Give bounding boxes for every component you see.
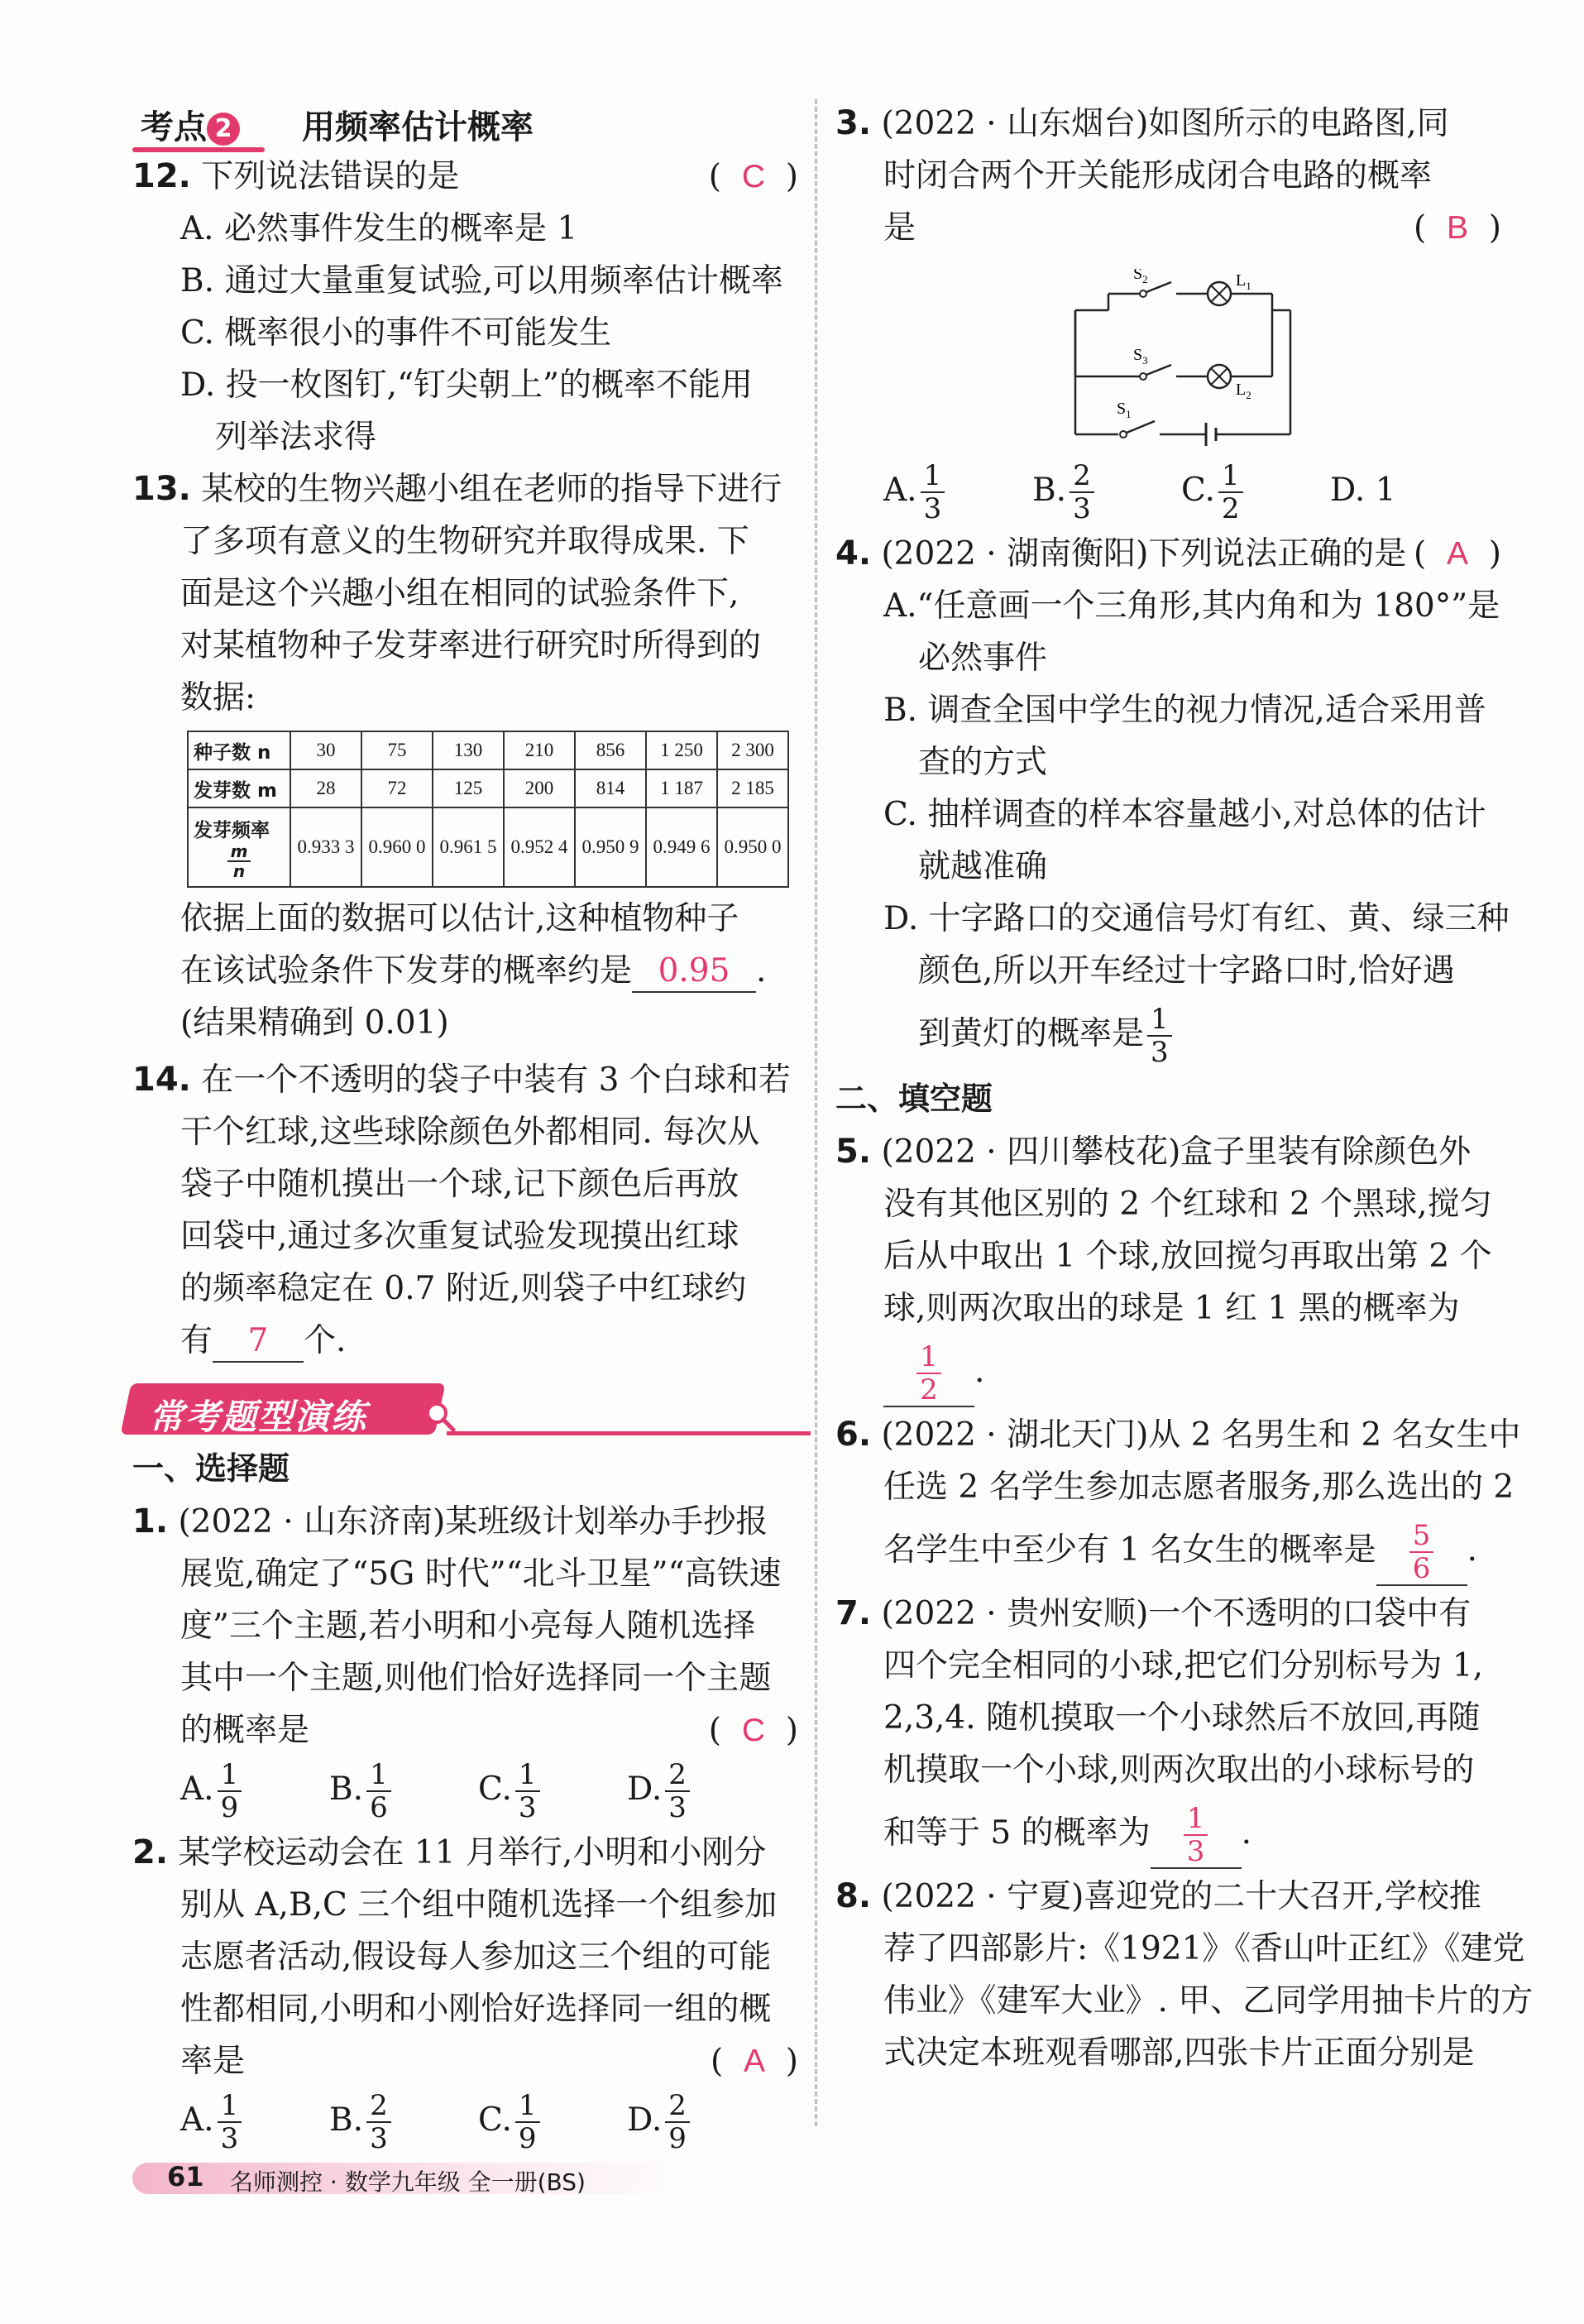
question-text: 式决定本班观看哪部,四张卡片正面分别是: [883, 2034, 1475, 2072]
option-a: A.“任意画一个三角形,其内角和为 180°”是: [883, 587, 1500, 625]
label-s1: $S_1$: [1117, 400, 1132, 420]
question-4: [835, 528, 1510, 1071]
question-text: (2022 · 山东烟台)如图所示的电路图,同: [881, 105, 1449, 142]
question-number: 7.: [835, 1594, 872, 1632]
kaodian-header: [132, 98, 798, 151]
table-cell: 30: [290, 731, 361, 769]
germination-table: [187, 731, 789, 888]
option-letter: B.: [1032, 472, 1067, 509]
period: .: [756, 952, 767, 989]
section-heading: 一、选择题: [132, 1450, 290, 1487]
denominator: 3: [370, 2122, 388, 2155]
numerator: 1: [916, 1341, 941, 1374]
numerator: 2: [1070, 460, 1094, 493]
option-letter: B.: [329, 2101, 364, 2139]
question-text: 四个完全相同的小球,把它们分别标号为 1,: [883, 1647, 1484, 1684]
question-text: 对某植物种子发芽率进行研究时所得到的: [180, 627, 762, 664]
question-text: 下列说法错误的是: [201, 158, 460, 195]
option-d: D. 十字路口的交通信号灯有红、黄、绿三种: [883, 900, 1510, 937]
row-label: 发芽数 m: [188, 769, 290, 807]
table-cell: 125: [433, 769, 504, 807]
question-text: 数据:: [180, 679, 256, 716]
table-cell: 814: [575, 769, 646, 807]
answer-bracket: ( B ): [1413, 209, 1501, 247]
denominator: 3: [518, 1791, 537, 1824]
question-text: 机摸取一个小球,则两次取出的小球标号的: [883, 1751, 1475, 1789]
table-cell: 2 300: [717, 731, 788, 769]
fraction: [1147, 1004, 1172, 1068]
answer-blank: 7: [213, 1321, 304, 1363]
question-1: [132, 1496, 798, 1823]
fraction: [218, 1759, 242, 1823]
answer-choice: B: [1446, 210, 1468, 246]
option-a: A. 必然事件发生的概率是 1: [180, 210, 578, 247]
table-cell: 210: [504, 731, 575, 769]
question-text: 依据上面的数据可以估计,这种植物种子: [180, 900, 739, 937]
option-row: [835, 458, 1501, 525]
question-note: (结果精确到 0.01): [180, 1004, 449, 1042]
question-text: 球,则两次取出的球是 1 红 1 黑的概率为: [883, 1290, 1460, 1327]
kaodian-number: 2: [207, 113, 240, 146]
denominator: 6: [1412, 1552, 1431, 1585]
question-number: 13.: [132, 470, 191, 508]
table-cell: 856: [575, 731, 646, 769]
numerator: 1: [218, 1759, 242, 1792]
denominator: 9: [518, 2122, 537, 2155]
table-cell: 200: [504, 769, 575, 807]
option-letter: C.: [478, 1771, 512, 1808]
question-text: 某学校运动会在 11 月举行,小明和小刚分: [178, 1834, 767, 1871]
question-text: 面是这个兴趣小组在相同的试验条件下,: [180, 575, 739, 612]
table-cell: 130: [433, 731, 504, 769]
section-heading: 二、填空题: [835, 1081, 993, 1117]
question-text: 后从中取出 1 个球,放回搅匀再取出第 2 个: [883, 1238, 1492, 1275]
question-text: 任选 2 名学生参加志愿者服务,那么选出的 2: [883, 1469, 1515, 1506]
kaodian-tag: 考点: [141, 108, 207, 146]
answer-choice: C: [741, 159, 765, 194]
question-text: 荐了四部影片:《1921》《香山叶正红》《建党: [883, 1930, 1525, 1967]
fraction: [921, 460, 945, 525]
table-cell: 0.952 4: [504, 807, 575, 887]
denominator: 3: [1073, 492, 1091, 525]
fraction: [1070, 460, 1094, 525]
option-b: [329, 1756, 478, 1823]
numerator: 1: [921, 460, 945, 493]
denominator: 3: [1151, 1036, 1169, 1069]
question-text: 别从 A,B,C 三个组中随机选择一个组参加: [180, 1886, 778, 1924]
banner-title: 常考题型演练: [149, 1397, 368, 1437]
practice-banner: [132, 1375, 798, 1441]
numerator: 2: [665, 2090, 690, 2123]
option-b: [329, 2087, 478, 2154]
kaodian-title: 用频率估计概率: [302, 108, 534, 146]
option-letter: C.: [1181, 472, 1215, 509]
question-text: 有: [180, 1322, 213, 1359]
numerator: 1: [366, 1759, 391, 1792]
column-divider: [815, 99, 817, 2126]
option-b: B. 调查全国中学生的视力情况,适合采用普: [883, 692, 1486, 729]
question-text: (2022 · 贵州安顺)一个不透明的口袋中有: [881, 1595, 1472, 1632]
option-d: [627, 1756, 776, 1823]
question-text: 其中一个主题,则他们恰好选择同一个主题: [180, 1660, 772, 1697]
question-text: (2022 · 宁夏)喜迎党的二十大召开,学校推: [881, 1878, 1481, 1915]
question-text: 名学生中至少有 1 名女生的概率是: [883, 1531, 1376, 1569]
table-cell: 1 187: [646, 769, 717, 807]
question-12: [132, 151, 798, 463]
label-s2: $S_2$: [1133, 269, 1148, 285]
option-letter: B.: [329, 1771, 364, 1808]
fraction: [227, 842, 251, 880]
answer-bracket: ( C ): [708, 1712, 798, 1749]
period: .: [1241, 1814, 1252, 1852]
answer-choice: A: [743, 2044, 765, 2079]
numerator: 1: [218, 2090, 242, 2123]
table-cell: 0.949 6: [646, 807, 717, 887]
denominator: 3: [220, 2122, 239, 2155]
option-a: [180, 2087, 329, 2154]
table-cell: 0.933 3: [290, 807, 361, 887]
table-cell: 1 250: [646, 731, 717, 769]
option-d: D. 投一枚图钉,“钉尖朝上”的概率不能用: [180, 367, 753, 404]
denominator: 2: [1221, 492, 1240, 525]
answer-choice: A: [1446, 536, 1468, 572]
question-text: 性都相同,小明和小刚恰好选择同一组的概: [180, 1991, 772, 2028]
fraction: [366, 1759, 391, 1823]
question-number: 3.: [835, 104, 872, 142]
option-a: [180, 1756, 329, 1823]
question-text: 了多项有意义的生物研究并取得成果. 下: [180, 523, 749, 560]
question-number: 5.: [835, 1133, 872, 1171]
option-b: [1032, 458, 1181, 525]
denominator: 9: [668, 2122, 687, 2155]
row-label: 种子数 n: [188, 731, 290, 769]
question-text: 个.: [304, 1322, 347, 1359]
page-footer: [132, 2158, 678, 2197]
fraction: [665, 1759, 690, 1823]
numerator: 1: [515, 1759, 540, 1792]
option-a: [883, 458, 1032, 525]
numerator: m: [227, 842, 251, 862]
question-text: 和等于 5 的概率为: [883, 1814, 1151, 1852]
answer-blank: 0.95: [632, 951, 756, 993]
answer-fraction: [916, 1341, 941, 1406]
right-column: [835, 98, 1534, 2079]
question-number: 4.: [835, 534, 872, 573]
fraction: [515, 1759, 540, 1823]
question-text: 时闭合两个开关能形成闭合电路的概率: [883, 157, 1433, 194]
question-7: [835, 1588, 1501, 1871]
question-text: 的概率是: [180, 1712, 310, 1749]
question-text: 率是: [180, 2043, 246, 2080]
option-c: C. 概率很小的事件不可能发生: [180, 314, 612, 352]
denominator: 6: [370, 1791, 388, 1824]
option-letter: C.: [478, 2101, 512, 2139]
option-d: [1330, 458, 1479, 525]
table-cell: 28: [290, 769, 361, 807]
option-d-cont: 到黄灯的概率是: [918, 1015, 1145, 1052]
question-text: (2022 · 四川攀枝花)盒子里装有除颜色外: [881, 1133, 1472, 1171]
book-title: 名师测控 · 数学九年级 全一册(BS): [230, 2168, 586, 2196]
option-letter: D.: [627, 1771, 663, 1808]
question-number: 14.: [132, 1061, 191, 1099]
answer-bracket: ( A ): [710, 2043, 798, 2080]
table-cell: 0.950 9: [575, 807, 646, 887]
table-cell: 0.960 0: [361, 807, 433, 887]
question-text: 袋子中随机摸出一个球,记下颜色后再放: [180, 1166, 739, 1203]
question-3: [835, 98, 1501, 525]
page-number: 61: [167, 2161, 204, 2192]
answer-choice: C: [741, 1713, 765, 1748]
table-row: [188, 807, 788, 887]
row-label-text: 发芽频率: [194, 819, 270, 841]
table-cell: 2 185: [717, 769, 788, 807]
question-2: [132, 1827, 798, 2154]
option-c: [1181, 458, 1330, 525]
option-row: [132, 1756, 798, 1823]
numerator: 2: [366, 2090, 391, 2123]
answer-blank: [1376, 1520, 1467, 1586]
table-row: [188, 731, 788, 769]
option-row: [132, 2087, 798, 2154]
fraction: [1218, 460, 1243, 525]
question-text: (2022 · 山东济南)某班级计划举办手抄报: [178, 1503, 768, 1541]
question-text: 2,3,4. 随机摸取一个小球然后不放回,再随: [883, 1699, 1481, 1737]
option-a-cont: 必然事件: [918, 640, 1048, 677]
numerator: 1: [1218, 460, 1243, 493]
question-text: 在该试验条件下发芽的概率约是: [180, 952, 633, 989]
denominator: 2: [920, 1373, 938, 1406]
period: .: [974, 1353, 985, 1390]
answer-bracket: ( A ): [1413, 535, 1501, 573]
question-text: 干个红球,这些球除颜色外都相同. 每次从: [180, 1114, 760, 1151]
question-text: (2022 · 湖南衡阳)下列说法正确的是: [881, 535, 1407, 573]
question-text: 某校的生物兴趣小组在老师的指导下进行: [201, 471, 782, 508]
option-letter: A.: [883, 472, 917, 509]
question-text: 在一个不透明的袋子中装有 3 个白球和若: [201, 1061, 791, 1099]
question-text: 回袋中,通过多次重复试验发现摸出红球: [180, 1218, 739, 1255]
question-text: 是: [883, 209, 916, 247]
option-letter: D.: [627, 2101, 663, 2139]
option-letter: A.: [180, 2101, 214, 2139]
question-number: 12.: [132, 157, 191, 195]
option-d: [627, 2087, 776, 2154]
answer-blank: [1151, 1803, 1242, 1869]
question-text: 展览,确定了“5G 时代”“北斗卫星”“高铁速: [180, 1555, 782, 1593]
question-text: 伟业》《建军大业》. 甲、乙同学用抽卡片的方: [883, 1982, 1534, 2020]
label-l2: $L_2$: [1236, 381, 1251, 401]
question-5: [835, 1126, 1501, 1409]
table-row: [188, 769, 788, 807]
label-l1: $L_1$: [1236, 271, 1251, 292]
table-cell: 0.961 5: [433, 807, 504, 887]
option-c: [478, 1756, 627, 1823]
table-cell: 72: [361, 769, 433, 807]
option-b: B. 通过大量重复试验,可以用频率估计概率: [180, 262, 783, 299]
question-8: [835, 1871, 1534, 2079]
numerator: 5: [1409, 1520, 1434, 1553]
question-14: [132, 1054, 798, 1367]
magnifier-icon: [424, 1400, 457, 1433]
option-d-cont: 列举法求得: [215, 419, 377, 456]
circuit-diagram: [1059, 269, 1307, 451]
fraction: [218, 2090, 242, 2154]
question-13: [132, 463, 798, 1049]
denominator: 3: [668, 1791, 687, 1824]
denominator: 9: [220, 1791, 239, 1824]
table-cell: 75: [361, 731, 433, 769]
fraction: [665, 2090, 690, 2154]
denominator: 3: [1186, 1835, 1205, 1868]
question-text: 志愿者活动,假设每人参加这三个组的可能: [180, 1938, 772, 1976]
option-letter: A.: [180, 1771, 214, 1808]
row-label: [188, 807, 290, 887]
fraction: [515, 2090, 540, 2154]
numerator: 2: [665, 1759, 690, 1792]
denominator: n: [232, 860, 246, 881]
fraction: [366, 2090, 391, 2154]
answer-bracket: ( C ): [708, 158, 798, 195]
numerator: 1: [515, 2090, 540, 2123]
question-6: [835, 1409, 1521, 1588]
option-c: [478, 2087, 627, 2154]
option-b-cont: 查的方式: [918, 744, 1048, 781]
question-number: 2.: [132, 1833, 169, 1871]
table-cell: 0.950 0: [717, 807, 788, 887]
option-value: 1: [1375, 472, 1396, 509]
option-c: C. 抽样调查的样本容量越小,对总体的估计: [883, 796, 1486, 833]
question-text: (2022 · 湖北天门)从 2 名男生和 2 名女生中: [881, 1416, 1521, 1454]
answer-blank: [883, 1341, 974, 1407]
question-number: 1.: [132, 1502, 169, 1541]
option-letter: D.: [1330, 472, 1366, 509]
option-d-cont: 颜色,所以开车经过十字路口时,恰好遇: [918, 952, 1455, 989]
answer-fraction: [1184, 1803, 1208, 1867]
banner-underline: [447, 1431, 811, 1435]
label-s3: $S_3$: [1133, 346, 1148, 367]
question-number: 6.: [835, 1416, 872, 1454]
left-column: [132, 98, 798, 2154]
answer-fraction: [1409, 1520, 1434, 1584]
option-c-cont: 就越准确: [918, 848, 1048, 885]
question-number: 8.: [835, 1877, 872, 1915]
period: .: [1467, 1531, 1478, 1569]
numerator: 1: [1147, 1004, 1172, 1037]
question-text: 没有其他区别的 2 个红球和 2 个黑球,搅匀: [883, 1186, 1492, 1223]
question-text: 度”三个主题,若小明和小亮每人随机选择: [180, 1608, 756, 1645]
numerator: 1: [1184, 1803, 1208, 1836]
question-text: 的频率稳定在 0.7 附近,则袋子中红球约: [180, 1270, 747, 1307]
denominator: 3: [923, 492, 942, 525]
